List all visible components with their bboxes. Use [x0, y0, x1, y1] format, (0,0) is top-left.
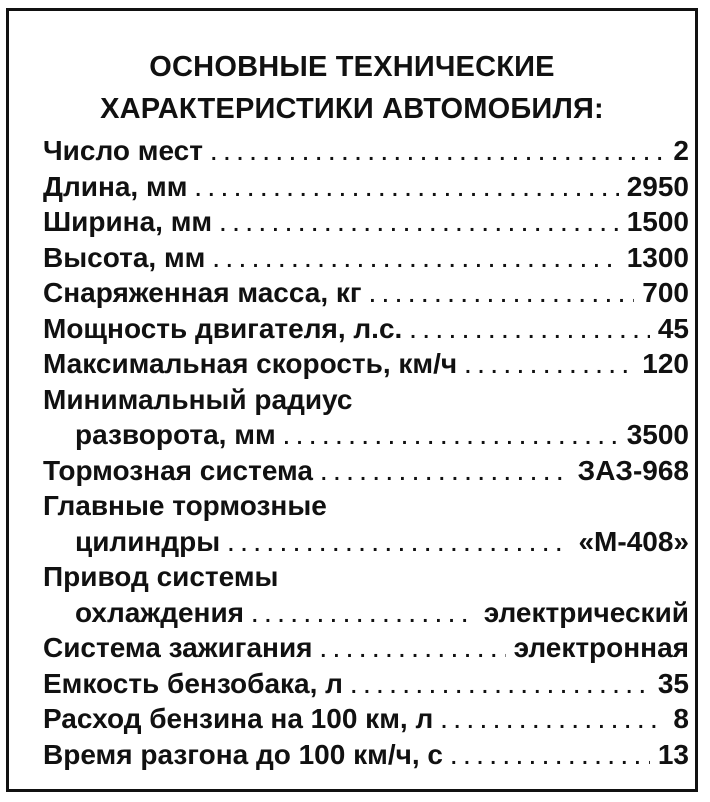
spec-label: Высота, мм: [43, 241, 206, 273]
spec-row-max-speed: [43, 346, 689, 382]
spec-label-line1-brake-cylinders: Главные тормозные: [43, 490, 327, 521]
spec-row-length: [43, 169, 689, 205]
title-line-2: ХАРАКТЕРИСТИКИ АВТОМОБИЛЯ:: [100, 93, 604, 125]
spec-row-height: [43, 240, 689, 276]
spec-row-acceleration: [43, 737, 689, 773]
spec-row-cooling-drive: [43, 595, 689, 631]
leader-dots: [228, 528, 570, 564]
spec-value: 1500: [626, 206, 689, 237]
spec-label: Число мест: [43, 135, 203, 166]
leader-dots: [211, 137, 665, 173]
spec-row-brake-system: [43, 453, 689, 489]
spec-value: 2950: [626, 170, 689, 202]
page-title: [9, 46, 695, 130]
leader-dots: [451, 741, 650, 777]
spec-row-turning-radius: [43, 417, 689, 453]
spec-value: 13: [657, 738, 689, 770]
title-line-1: ОСНОВНЫЕ ТЕХНИЧЕСКИЕ: [149, 51, 555, 83]
spec-label-line1-turning-radius: Минимальный радиус: [43, 383, 353, 415]
spec-row-engine-power: [43, 311, 689, 347]
spec-label: Длина, мм: [43, 170, 188, 202]
spec-label: Тормозная система: [43, 454, 313, 486]
spec-value: 3500: [626, 419, 689, 450]
spec-value: 45: [657, 312, 689, 344]
spec-label: Максимальная скорость, км/ч: [43, 348, 458, 379]
spec-label: Расход бензина на 100 км, л: [43, 703, 434, 734]
spec-value: 35: [657, 667, 689, 699]
spec-row-fuel-tank: [43, 666, 689, 702]
leader-dots: [252, 599, 476, 635]
spec-label: Снаряженная масса, кг: [43, 277, 362, 308]
spec-label: цилиндры: [75, 525, 221, 557]
leader-dots: [465, 350, 634, 386]
spec-row-ignition-system: [43, 630, 689, 666]
spec-row-seats: [43, 133, 689, 169]
spec-list: [43, 133, 689, 772]
spec-value: 700: [642, 277, 689, 308]
spec-label: Емкость бензобака, л: [43, 667, 343, 699]
spec-row-fuel-consumption: [43, 701, 689, 737]
spec-row-width: [43, 204, 689, 240]
spec-value: ЗАЗ-968: [577, 454, 689, 486]
leader-dots: [441, 705, 665, 741]
leader-dots: [195, 173, 618, 209]
leader-dots: [220, 208, 619, 244]
spec-label: Время разгона до 100 км/ч, с: [43, 738, 443, 770]
spec-value: 120: [642, 348, 689, 379]
spec-label: Система зажигания: [43, 632, 313, 663]
leader-dots: [370, 279, 635, 315]
spec-label-line1-cooling-drive: Привод системы: [43, 561, 279, 592]
spec-value: 2: [673, 135, 689, 166]
leader-dots: [213, 244, 618, 280]
spec-value: электрический: [483, 596, 689, 628]
leader-dots: [321, 634, 506, 670]
spec-value: «М-408»: [578, 525, 689, 557]
spec-label: разворота, мм: [75, 419, 276, 450]
leader-dots: [321, 457, 570, 493]
spec-label: Мощность двигателя, л.с.: [43, 312, 403, 344]
leader-dots: [351, 670, 650, 706]
spec-row-brake-cylinders: [43, 524, 689, 560]
spec-value: 1300: [626, 241, 689, 273]
leader-dots: [284, 421, 619, 457]
spec-value: электронная: [513, 632, 689, 663]
spec-row-curb-weight: [43, 275, 689, 311]
leader-dots: [410, 315, 650, 351]
spec-label: Ширина, мм: [43, 206, 213, 237]
spec-value: 8: [673, 703, 689, 734]
document-frame: [6, 8, 698, 792]
spec-label: охлаждения: [75, 596, 244, 628]
